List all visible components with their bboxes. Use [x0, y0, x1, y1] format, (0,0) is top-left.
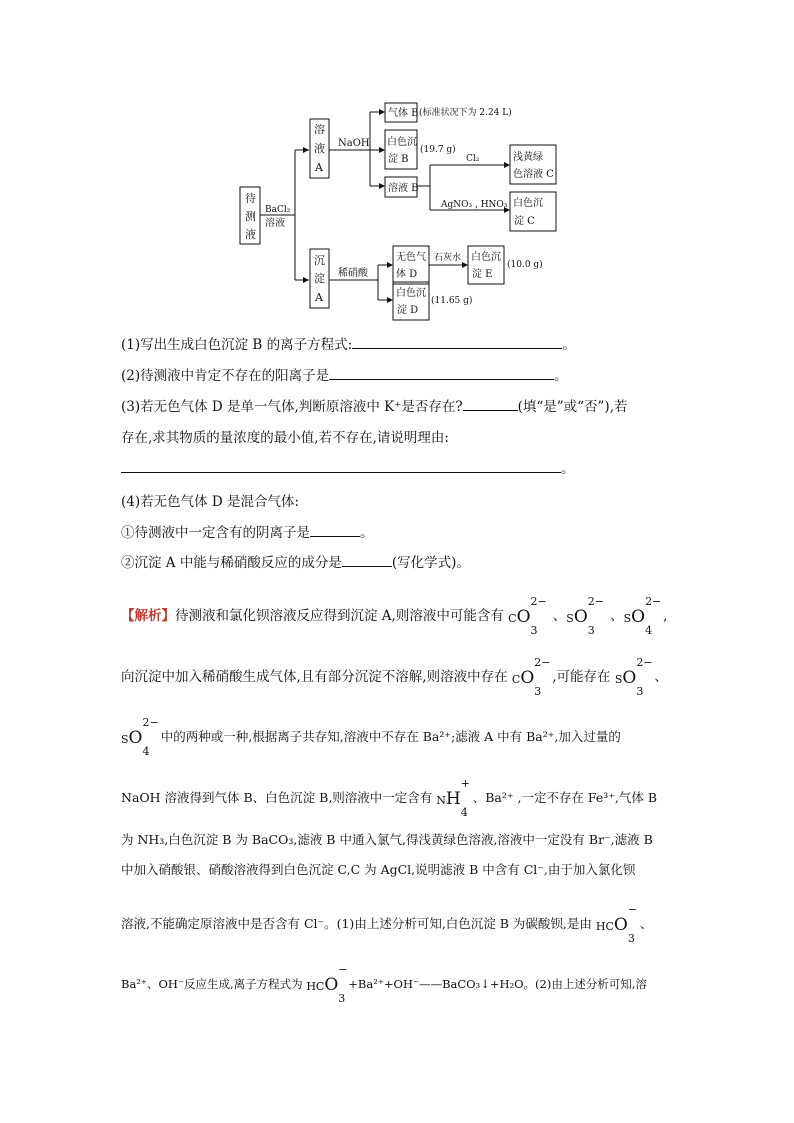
flow-diagram — [0, 0, 794, 330]
analysis-line-6 — [121, 860, 635, 878]
q1-period: 。 — [562, 337, 576, 353]
question-3-answer — [121, 457, 575, 477]
reagent1-line2: 溶液 — [265, 218, 285, 229]
hno3-label: 稀硝酸 — [338, 268, 368, 279]
q3b-text: 存在,求其物质的量浓度的最小值,若不存在,请说明理由: — [121, 430, 449, 446]
white-e-mass: (10.0 g) — [507, 260, 543, 270]
limewater-label: 石灰水 — [434, 253, 462, 263]
gas-d-line1: 无色气 — [396, 252, 426, 263]
analysis-line-1: 【解析】待测液和氯化钡溶液反应得到沉淀 A,则溶液中可能含有 CO 2− 3 、SO 2− 3 、SO 2− 4 , — [121, 594, 668, 637]
q4-2-blank[interactable] — [342, 565, 392, 567]
gas-d-line2: 体 D — [396, 269, 418, 280]
q4-text: (4)若无色气体 D 是混合气体: — [121, 494, 300, 510]
q3a-text: (3)若无色气体 D 是单一气体,判断原溶液中 K⁺是否存在? — [121, 399, 463, 415]
prec-a-char-1: 沉 — [314, 254, 325, 267]
analysis-line-2 — [121, 655, 668, 698]
white-b-line1: 白色沉 — [387, 137, 417, 148]
sol-c-line1: 浅黄绿 — [513, 152, 543, 163]
q2-period: 。 — [554, 368, 568, 384]
cl2-label: Cl₂ — [466, 154, 480, 164]
question-3a — [121, 395, 628, 415]
prec-a-char-3: A — [315, 291, 323, 304]
q4-2-text: ②沉淀 A 中能与稀硝酸反应的成分是 — [121, 555, 342, 571]
analysis-l7a: 溶液,不能确定原溶液中是否含有 Cl⁻。(1)由上述分析可知,白色沉淀 B 为碳酸钡,是由 — [121, 916, 592, 931]
white-b-mass: (19.7 g) — [420, 145, 456, 155]
start-char-3: 液 — [245, 228, 256, 241]
question-1 — [121, 333, 576, 353]
q3-answer-blank[interactable] — [121, 471, 561, 473]
naoh-label: NaOH — [338, 138, 370, 149]
q4-1-text: ①待测液中一定含有的阴离子是 — [121, 525, 310, 541]
analysis-line-5 — [121, 830, 653, 848]
white-d-mass: (11.65 g) — [431, 296, 473, 306]
start-char-2: 测 — [245, 210, 256, 223]
analysis-line-7 — [121, 902, 653, 945]
question-4-2 — [121, 551, 470, 571]
question-4-1 — [121, 521, 374, 541]
gas-b-note: (标准状况下为 2.24 L) — [419, 108, 512, 118]
analysis-l2a: 向沉淀中加入稀硝酸生成气体,且有部分沉淀不溶解,则溶液中存在 — [121, 669, 508, 685]
sol-a-char-1: 溶 — [314, 123, 325, 136]
ion-nh4: NH + 4 — [436, 776, 470, 819]
reagent1-line1: BaCl₂ — [265, 205, 291, 215]
start-char-1: 待 — [245, 192, 256, 205]
ion-hco3-2: HCO − 3 — [306, 963, 348, 1005]
question-3b — [121, 426, 449, 446]
sol-a-char-3: A — [315, 161, 323, 174]
q4-1-blank[interactable] — [310, 535, 360, 537]
q2-text: (2)待测液中肯定不存在的阳离子是 — [121, 368, 330, 384]
question-2 — [121, 364, 568, 384]
analysis-tag: 【解析】 — [121, 608, 175, 624]
white-b-line2: 淀 B — [388, 154, 409, 165]
ion-hco3: HCO − 3 — [595, 902, 638, 945]
analysis-l8a: Ba²⁺、OH⁻反应生成,离子方程式为 — [121, 977, 303, 991]
analysis-l1a: 待测液和氯化钡溶液反应得到沉淀 A,则溶液中可能含有 — [175, 608, 504, 624]
analysis-l4a: NaOH 溶液得到气体 B、白色沉淀 B,则溶液中一定含有 — [121, 790, 433, 805]
q3a-tail: (填“是”或“否”),若 — [517, 399, 628, 415]
ion-so3-2: SO 2− 3 — [614, 655, 653, 698]
analysis-l3b: 中的两种或一种,根据离子共存知,溶液中不存在 Ba²⁺;滤液 A 中有 Ba²⁺,加入过量的 — [160, 729, 621, 744]
analysis-l6: 中加入硝酸银、硝酸溶液得到白色沉淀 C,C 为 AgCl,说明滤液 B 中含有 Cl⁻,由于加入氯化钡 — [121, 862, 636, 877]
q1-text: (1)写出生成白色沉淀 B 的离子方程式: — [121, 337, 353, 353]
sep-2: 、 — [610, 608, 624, 624]
prec-a-char-2: 淀 — [314, 272, 325, 285]
ion-so4-2: SO 2− 4 — [121, 715, 159, 758]
white-e-line2: 淀 E — [472, 269, 493, 280]
analysis-l4b: 、Ba²⁺ ,一定不存在 Fe³⁺,气体 B — [472, 790, 658, 805]
ion-so3: SO 2− 3 — [566, 594, 604, 637]
white-d-line2: 淀 D — [397, 305, 419, 316]
q3-period: 。 — [561, 461, 575, 477]
ion-co3: CO 2− 3 — [508, 594, 547, 637]
white-c-line2: 淀 C — [514, 216, 535, 227]
q3-blank[interactable] — [463, 409, 518, 411]
analysis-line-4 — [121, 776, 658, 819]
sep-1: 、 — [552, 608, 567, 624]
analysis-l8b: +Ba²⁺+OH⁻——BaCO₃↓+H₂O。(2)由上述分析可知,溶 — [348, 977, 647, 991]
analysis-line-8 — [121, 963, 647, 1005]
question-4 — [121, 490, 299, 510]
sol-a-char-2: 液 — [314, 142, 325, 155]
sep-3: 、 — [654, 669, 668, 685]
sol-b-label: 溶液 B — [388, 183, 419, 194]
sol-c-line2: 色溶液 C — [513, 169, 554, 180]
q1-blank[interactable] — [352, 347, 562, 349]
white-e-line1: 白色沉 — [471, 252, 501, 263]
q4-1-period: 。 — [360, 525, 374, 541]
gas-b-label: 气体 B — [388, 108, 419, 119]
ion-so4: SO 2− 4 — [623, 594, 662, 637]
white-d-line1: 白色沉 — [396, 288, 426, 299]
sep-4: 、 — [639, 916, 653, 931]
white-c-line1: 白色沉 — [513, 198, 543, 209]
analysis-l5: 为 NH₃,白色沉淀 B 为 BaCO₃,滤液 B 中通入氯气,得浅黄绿色溶液,溶液中一定没有 Br⁻,滤液 B — [121, 832, 653, 847]
agno3-label: AgNO₃ , HNO₃ — [441, 200, 508, 210]
ion-co3-2: CO 2− 3 — [511, 655, 551, 698]
q2-blank[interactable] — [329, 378, 554, 380]
analysis-l2b: ,可能存在 — [552, 669, 611, 685]
analysis-line-3 — [121, 715, 621, 758]
q4-2-tail: (写化学式)。 — [391, 555, 470, 571]
